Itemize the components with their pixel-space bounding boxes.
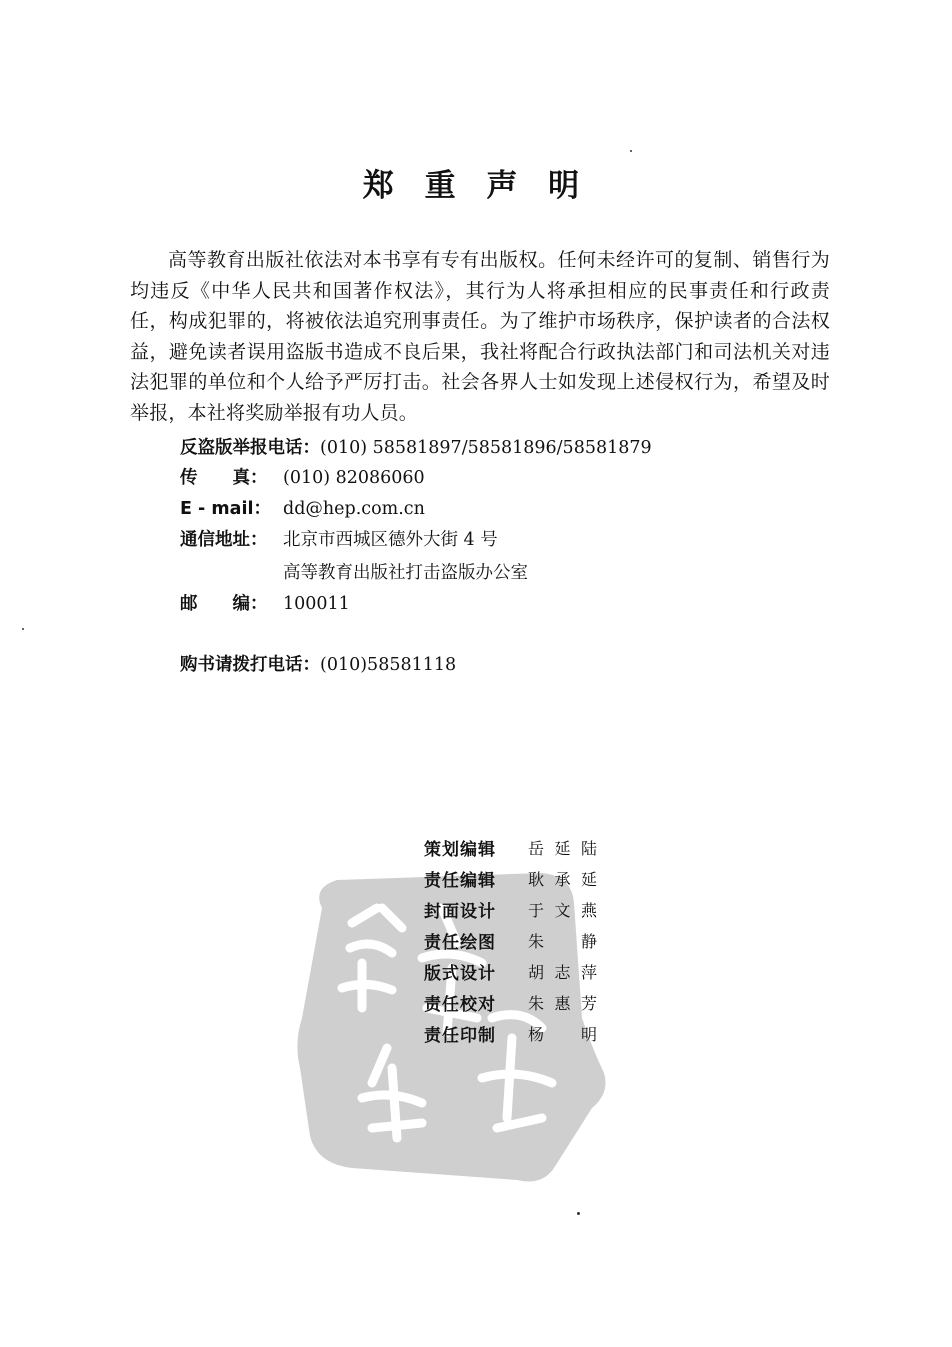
credit-role: 责任校对 bbox=[424, 995, 496, 1015]
address-value-line2: 高等教育出版社打击盗版办公室 bbox=[283, 563, 528, 583]
credit-row bbox=[424, 987, 598, 1018]
fax-value: (010) 82086060 bbox=[283, 468, 425, 488]
credit-row bbox=[424, 894, 598, 925]
credit-role: 封面设计 bbox=[424, 902, 496, 922]
statement-paragraph: 高等教育出版社依法对本书享有专有出版权。任何未经许可的复制、销售行为均违反《中华人民共和国著作权法》，其行为人将承担相应的民事责任和行政责任，构成犯罪的，将被依法追究刑事责任。为了维护市场秩序，保护读者的合法权益，避免读者误用盗版书造成不良后果，我社将配合行政执法部门和司法机关对违法犯罪的单位和个人给予严厉打击。社会各界人士如发现上述侵权行为，希望及时举报，本社将奖励举报有功人员。 bbox=[130, 249, 830, 424]
address-line bbox=[180, 526, 498, 551]
purchase-line bbox=[180, 651, 456, 676]
credit-role: 责任绘图 bbox=[424, 933, 496, 953]
credit-name: 胡志萍 bbox=[528, 963, 598, 982]
zip-label: 邮 编： bbox=[180, 594, 268, 614]
credit-role: 版式设计 bbox=[424, 964, 496, 984]
email-label: E - mail： bbox=[180, 499, 271, 519]
credit-name: 朱 静 bbox=[528, 932, 598, 951]
credit-row bbox=[424, 832, 598, 863]
credit-name: 杨 明 bbox=[528, 1025, 598, 1044]
credit-row bbox=[424, 863, 598, 894]
scan-speck bbox=[22, 628, 24, 630]
fax-label: 传 真： bbox=[180, 468, 268, 488]
credit-row bbox=[424, 956, 598, 987]
zip-value: 100011 bbox=[283, 594, 350, 614]
page-title: 郑 重 声 明 bbox=[362, 168, 590, 204]
scan-speck bbox=[630, 150, 632, 152]
fax-line bbox=[180, 464, 425, 489]
address-line-2 bbox=[283, 559, 528, 584]
credit-name: 岳延陆 bbox=[528, 839, 598, 858]
hotline-line bbox=[180, 434, 652, 459]
credit-row bbox=[424, 925, 598, 956]
credit-role: 策划编辑 bbox=[424, 840, 496, 860]
credit-name: 于文燕 bbox=[528, 901, 598, 920]
credit-name: 朱惠芳 bbox=[528, 994, 598, 1013]
purchase-label: 购书请拨打电话： bbox=[180, 655, 320, 675]
credit-name: 耿承延 bbox=[528, 870, 598, 889]
scan-speck bbox=[577, 1212, 580, 1215]
credit-row bbox=[424, 1018, 598, 1049]
hotline-value: (010) 58581897/58581896/58581879 bbox=[320, 438, 652, 458]
purchase-value: (010)58581118 bbox=[320, 655, 457, 675]
address-label: 通信地址： bbox=[180, 530, 268, 550]
credit-role: 责任印制 bbox=[424, 1026, 496, 1046]
credit-role: 责任编辑 bbox=[424, 871, 496, 891]
email-line bbox=[180, 495, 425, 520]
credits-list bbox=[424, 832, 598, 1049]
zip-line bbox=[180, 590, 350, 615]
hotline-label: 反盗版举报电话： bbox=[180, 438, 320, 458]
address-value-line1: 北京市西城区德外大街 4 号 bbox=[283, 530, 498, 550]
email-value: dd@hep.com.cn bbox=[283, 499, 425, 519]
